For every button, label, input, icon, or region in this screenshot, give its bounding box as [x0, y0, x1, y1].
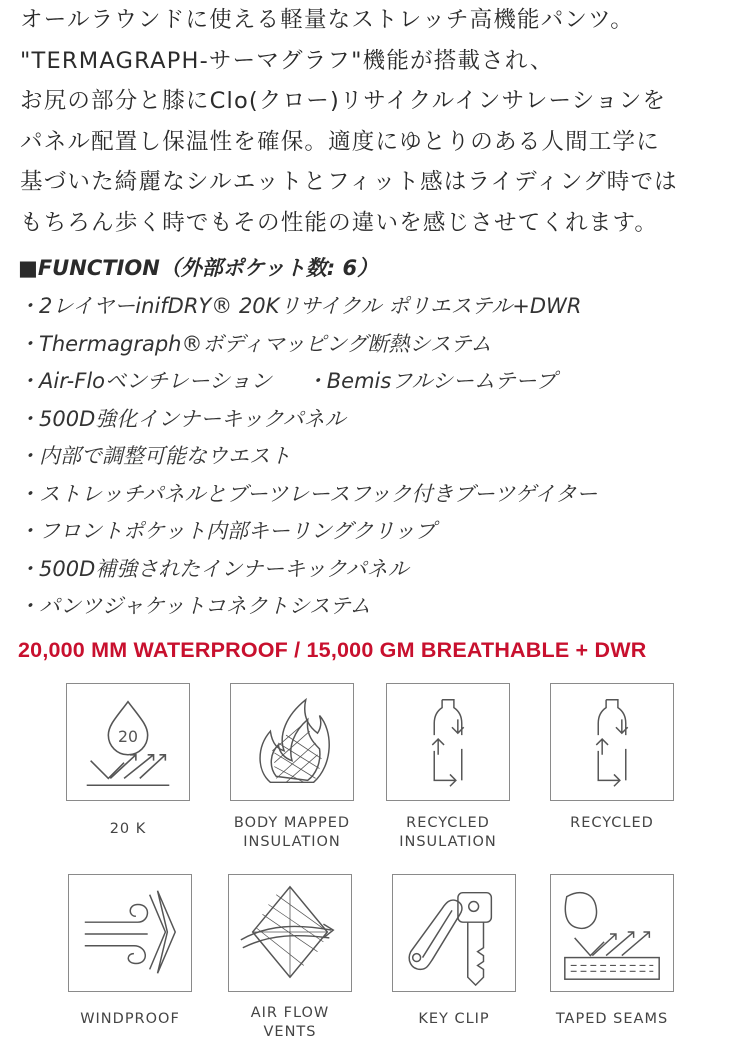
description-line: お尻の部分と膝にClo(クロー)リサイクルインサレーションを [20, 88, 667, 114]
icon-label: KEY CLIP [418, 1011, 490, 1027]
description-line: もちろん歩く時でもその性能の違いを感じさせてくれます。 [20, 209, 659, 236]
function-item: ・フロントポケット内部キーリングクリップ [18, 519, 436, 543]
function-item: ・500D強化インナーキックパネル [18, 406, 346, 431]
description-line: "TERMAGRAPH-サーマグラフ"機能が搭載され、 [20, 47, 554, 74]
function-item: ・内部で調整可能なウエスト [18, 444, 291, 468]
icon-label: BODY MAPPED INSULATION [233, 815, 351, 850]
icon-label: AIR FLOW VENTS [250, 1005, 330, 1040]
icon-label: TAPED SEAMS [555, 1011, 669, 1027]
function-item-extra: ・Bemisフルシームテープ [305, 369, 557, 393]
description-line: オールラウンドに使える軽量なストレッチ高機能パンツ。 [20, 7, 634, 33]
function-item: ・500D補強されたインナーキックパネル [18, 556, 409, 581]
windproof-icon [68, 874, 192, 992]
air-flow-vents-icon [228, 874, 352, 992]
icon-label: RECYCLED [570, 815, 654, 831]
description-line: 基づいた綺麗なシルエットとフィット感はライディング時では [20, 169, 678, 195]
icon-label: RECYCLED INSULATION [399, 815, 497, 850]
function-item: ・パンツジャケットコネクトシステム [18, 594, 371, 618]
waterproof-20k-icon [66, 683, 190, 801]
svg-text:20: 20 [117, 727, 139, 746]
function-item: ・Air-Floベンチレーション ・Bemisフルシームテープ [18, 369, 557, 393]
function-heading: ■FUNCTION（外部ポケット数: 6） [18, 256, 379, 280]
product-description [20, 0, 730, 243]
recycled-icon [550, 683, 674, 801]
body-mapped-insulation-icon [230, 683, 354, 801]
function-item: ・ストレッチパネルとブーツレースフック付きブーツゲイター [18, 481, 598, 506]
icon-label: WINDPROOF [80, 1011, 180, 1027]
taped-seams-icon [550, 874, 674, 992]
recycled-insulation-icon [386, 683, 510, 801]
description-line: パネル配置し保温性を確保。適度にゆとりのある人間工学に [20, 128, 660, 155]
key-clip-icon [392, 874, 516, 992]
spec-line: 20,000 MM WATERPROOF / 15,000 GM BREATHABLE + DWR [18, 638, 647, 662]
function-item: ・2レイヤーinifDRY® 20Kリサイクル ポリエステル+DWR [18, 294, 582, 318]
function-item: ・Thermagraph®ボディマッピング断熱システム [18, 331, 492, 356]
icon-label: 20 K [109, 821, 147, 837]
function-list [18, 288, 597, 626]
